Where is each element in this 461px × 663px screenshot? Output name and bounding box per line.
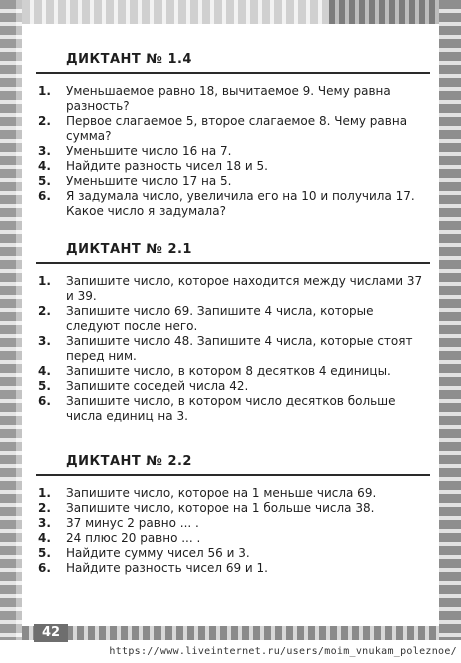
task-text: Запишите число, которое на 1 больше числа 38. — [66, 501, 375, 515]
task-item — [36, 274, 428, 304]
task-number: 1. — [38, 84, 51, 98]
section-title: ДИКТАНТ № 2.1 — [36, 240, 430, 264]
task-number: 3. — [38, 144, 51, 158]
task-item — [36, 486, 428, 501]
task-number: 6. — [38, 394, 51, 408]
task-number: 1. — [38, 486, 51, 500]
dictation-section-2-2 — [36, 452, 428, 576]
dictation-section-1-4 — [36, 50, 428, 240]
task-text: Найдите разность чисел 69 и 1. — [66, 561, 268, 575]
top-dark-stripe-band — [329, 0, 439, 24]
task-number: 4. — [38, 159, 51, 173]
task-item — [36, 189, 428, 219]
task-number: 6. — [38, 561, 51, 575]
task-number: 4. — [38, 531, 51, 545]
task-item — [36, 159, 428, 174]
task-text: Я задумала число, увеличила его на 10 и получила 17. Какое число я задумала? — [66, 189, 415, 218]
task-item — [36, 501, 428, 516]
dictation-section-2-1 — [36, 240, 428, 452]
bottom-stripe-band — [22, 626, 439, 640]
task-number: 5. — [38, 174, 51, 188]
task-item — [36, 144, 428, 159]
task-text: Запишите число, в котором число десятков больше числа единиц на 3. — [66, 394, 396, 423]
task-item — [36, 304, 428, 334]
section-title: ДИКТАНТ № 1.4 — [36, 50, 430, 74]
task-text: Запишите число 48. Запишите 4 числа, которые стоят перед ним. — [66, 334, 413, 363]
right-stripe-decoration — [439, 0, 461, 640]
task-number: 6. — [38, 189, 51, 203]
task-text: Запишите число 69. Запишите 4 числа, которые следуют после него. — [66, 304, 374, 333]
task-item — [36, 561, 428, 576]
task-list — [36, 274, 428, 424]
task-item — [36, 394, 428, 424]
task-item — [36, 334, 428, 364]
task-list — [36, 84, 428, 219]
task-number: 2. — [38, 501, 51, 515]
left-stripe-inner-decoration — [16, 0, 22, 640]
task-text: Найдите разность чисел 18 и 5. — [66, 159, 268, 173]
task-text: 24 плюс 20 равно ... . — [66, 531, 201, 545]
task-text: Запишите число, в котором 8 десятков 4 единицы. — [66, 364, 391, 378]
task-number: 3. — [38, 334, 51, 348]
task-item — [36, 174, 428, 189]
task-text: Первое слагаемое 5, второе слагаемое 8. Чему равна сумма? — [66, 114, 408, 143]
task-item — [36, 114, 428, 144]
section-title: ДИКТАНТ № 2.2 — [36, 452, 430, 476]
task-text: Запишите соседей числа 42. — [66, 379, 249, 393]
task-text: Уменьшаемое равно 18, вычитаемое 9. Чему равна разность? — [66, 84, 391, 113]
watermark-url: https://www.liveinternet.ru/users/moim_vnukam_poleznoe/ — [109, 646, 457, 657]
task-text: Уменьшите число 17 на 5. — [66, 174, 232, 188]
task-number: 1. — [38, 274, 51, 288]
task-text: Запишите число, которое находится между числами 37 и 39. — [66, 274, 423, 303]
task-number: 5. — [38, 379, 51, 393]
page-content — [36, 50, 428, 576]
task-number: 2. — [38, 114, 51, 128]
task-list — [36, 486, 428, 576]
task-text: Уменьшите число 16 на 7. — [66, 144, 232, 158]
task-number: 4. — [38, 364, 51, 378]
task-item — [36, 364, 428, 379]
task-item — [36, 516, 428, 531]
page-number: 42 — [34, 624, 68, 642]
left-stripe-decoration — [0, 0, 16, 640]
task-item — [36, 84, 428, 114]
task-item — [36, 531, 428, 546]
task-text: 37 минус 2 равно ... . — [66, 516, 199, 530]
task-number: 3. — [38, 516, 51, 530]
task-number: 5. — [38, 546, 51, 560]
task-item — [36, 379, 428, 394]
task-text: Запишите число, которое на 1 меньше числа 69. — [66, 486, 377, 500]
task-text: Найдите сумму чисел 56 и 3. — [66, 546, 250, 560]
task-number: 2. — [38, 304, 51, 318]
task-item — [36, 546, 428, 561]
